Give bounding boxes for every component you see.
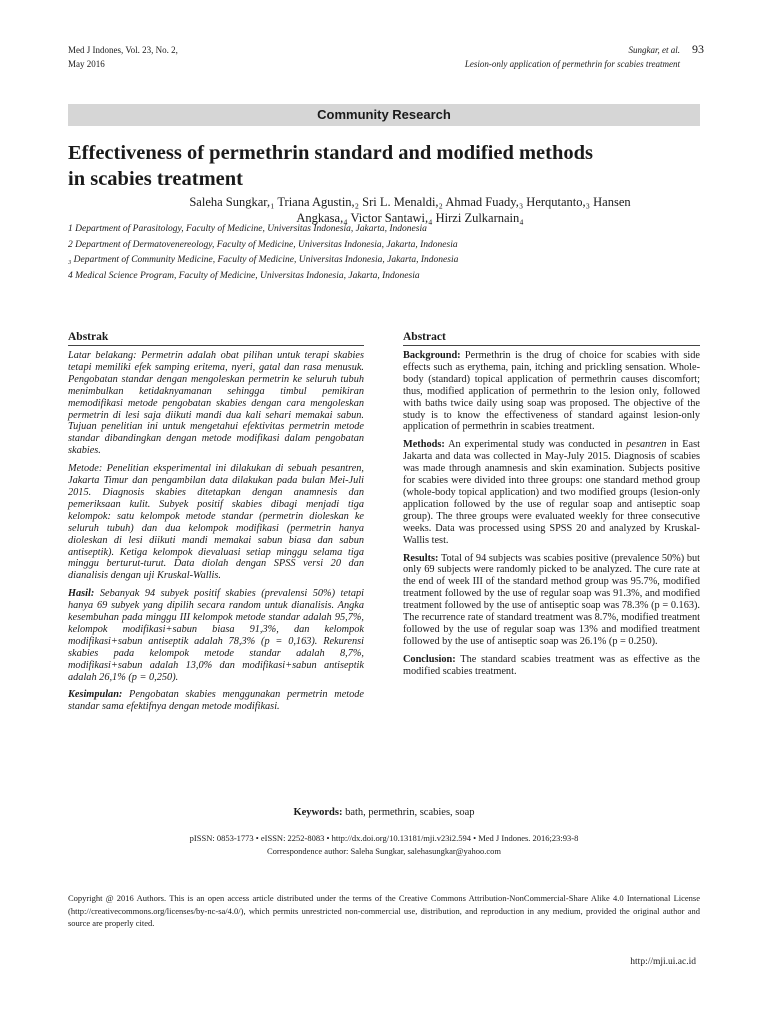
abstract-body bbox=[403, 350, 700, 684]
methods-text-a: An experimental study was conducted in bbox=[444, 439, 627, 451]
keywords-label: Keywords: bbox=[293, 807, 343, 818]
section-band: Community Research bbox=[68, 104, 700, 126]
abstract-rule bbox=[403, 345, 700, 346]
methods-label: Methods: bbox=[403, 439, 445, 451]
methods-text-b: in East Jakarta and data was collected in May-July 2015. Diagnosis of scabies was made through anamnesis and skin examination. Subjects positive for scabies were divided into three groups: one standard method group (whole-body topical application) and two modified groups (lesion-only application followed by the use of regular soap and antiseptic soap group). The three groups were evaluated weekly for three consecutive weeks. Data was processed using SPSS 20 and analyzed by Kruskal-Wallis test. bbox=[403, 439, 700, 546]
results-text: Total of 94 subjects was scabies positive (prevalence 50%) but only 69 subjects were randomly picked to be analyzed. The cure rate at the end of week III of the standard method group was 95.7%, modified treatment followed by the use of regular soap was 91.3%, and modified treatment followed by the use of antiseptic soap was 78.3% (p = 0.163). The recurrence rate of standard treatment was 8.7%, modified treatment followed by the use of regular soap was 13% and modified treatment followed by the use of antiseptic soap was 26.1% (p = 0.250). bbox=[403, 552, 700, 647]
author-line-1: Saleha Sungkar,₁ Triana Agustin,₂ Sri L. Menaldi,₂ Ahmad Fuady,₃ Herqutanto,₃ Hansen bbox=[189, 195, 631, 209]
affiliations bbox=[68, 222, 688, 284]
background-text: Permethrin is the drug of choice for scabies with side effects such as erythema, pain, itching and prickling sensation. Whole-body (standard) topical application of permethrin causes discomfort; thus, modified application of permethrin to the lesion only, followed with baths twice daily using soap was proposed. The objective of the study is to know the effectiveness of standard against lesion-only application of permethrin in scabies treatment. bbox=[403, 350, 700, 433]
article-title-line-1: Effectiveness of permethrin standard and modified methods bbox=[68, 142, 594, 164]
copyright-notice: Copyright @ 2016 Authors. This is an open access article distributed under the terms of the Creative Commons Attribution-NonCommercial-Share Alike 4.0 International License (http://creativecommons.org/licenses/by-nc-sa/4.0/), which permits unrestricted non-commercial use, distribution, and reproduction in any medium, provided the original author and source are properly cited. bbox=[68, 893, 700, 928]
affiliation-2: 2 Department of Dermatovenereology, Faculty of Medicine, Universitas Indonesia, Jakarta, Indonesia bbox=[68, 239, 458, 250]
affiliation-1: 1 Department of Parasitology, Faculty of Medicine, Universitas Indonesia, Jakarta, Indonesia bbox=[68, 224, 427, 234]
results-label: Results: bbox=[403, 552, 439, 564]
abstract-conclusion-paragraph bbox=[403, 654, 700, 678]
publication-date: May 2016 bbox=[68, 59, 105, 69]
affiliation-4: 4 Medical Science Program, Faculty of Medicine, Universitas Indonesia, Jakarta, Indonesia bbox=[68, 270, 420, 281]
abstract-background-paragraph bbox=[403, 350, 700, 433]
correspondence-line: Correspondence author: Saleha Sungkar, salehasungkar@yahoo.com bbox=[266, 846, 502, 856]
abstrak-kesimpulan-paragraph bbox=[68, 689, 364, 713]
hasil-label: Hasil: bbox=[68, 588, 95, 600]
abstrak-metode-paragraph: Metode: Penelitian eksperimental ini dilakukan di sebuah pesantren, Jakarta Timur dan pengambilan data dilakukan pada bulan Mei-Juli 2015. Diagnosis skabies ditetapkan dengan anamnesis dan pemeriksaan kulit. Subyek positif skabies dibagi menjadi tiga kelompok: satu kelompok metode standar (permetrin dioleskan ke seluruh tubuh) dan dua kelompok modifikasi (permetrin hanya dioleskan di lesi diikuti mandi memakai sabun biasa dan sabun antiseptik). Ketiga kelompok dievaluasi setiap minggu selama tiga minggu berturut-turut. Data diolah dengan SPSS versi 20 dan dianalisis dengan uji Kruskal-Wallis. bbox=[68, 463, 364, 582]
abstrak-latar-paragraph: Latar belakang: Permetrin adalah obat pilihan untuk terapi skabies tetapi memiliki efek samping eritema, nyeri, gatal dan rasa menusuk. Pengobatan standar dengan mengoleskan permetrin ke seluruh tubuh menimbulkan ketidaknyamanan sehingga timbul pemikiran memodifikasi metode pengobatan skabies dengan cara mengoleskan permetrin di lesi saja diikuti mandi dua kali sehari memakai sabun. Tujuan penelitian ini untuk mengetahui efektivitas permetrin metode standar dibandingkan dengan metode modifikasi dalam pengobatan skabies. bbox=[68, 350, 364, 457]
abstrak-body bbox=[68, 350, 364, 719]
author-line-2: Angkasa,₄ Victor Santawi,₄ Hirzi Zulkarnain₄ bbox=[296, 211, 524, 225]
running-title: Lesion-only application of permethrin for scabies treatment bbox=[464, 59, 680, 69]
article-title-line-2: in scabies treatment bbox=[68, 168, 243, 190]
abstract-methods-paragraph bbox=[403, 439, 700, 546]
running-authors: Sungkar, et al. bbox=[628, 45, 680, 55]
kesimpulan-label: Kesimpulan: bbox=[68, 689, 123, 701]
conclusion-label: Conclusion: bbox=[403, 653, 456, 665]
journal-citation: Med J Indones, Vol. 23, No. 2, bbox=[68, 45, 178, 55]
abstrak-hasil-paragraph bbox=[68, 588, 364, 683]
keywords-text: bath, permethrin, scabies, soap bbox=[342, 807, 475, 818]
hasil-text: Sebanyak 94 subyek positif skabies (prevalensi 50%) tetapi hanya 69 subyek yang dipilih secara random untuk dianalisis. Angka kesembuhan pada minggu III kelompok metode standar adalah 95,7%, kelompok modifikasi+sabun biasa 91,3%, dan kelompok modifikasi+sabun antiseptik adalah 78,3% (p = 0,163). Rekurensi skabies pada kelompok metode standar adalah 8,7%, modifikasi+sabun adalah 13,0% dan modifikasi+sabun antiseptik adalah 26,1% (p = 0,250). bbox=[68, 588, 364, 683]
journal-url-link[interactable]: http://mji.ui.ac.id bbox=[630, 957, 696, 967]
article-title bbox=[68, 140, 698, 192]
methods-italic-term: pesantren bbox=[626, 439, 667, 451]
kesimpulan-text: Pengobatan skabies menggunakan permetrin metode standar sama efektifnya dengan metode modifikasi. bbox=[68, 689, 364, 713]
abstract-heading: Abstract bbox=[403, 331, 446, 343]
keywords-line bbox=[68, 806, 700, 819]
page-number: 93 bbox=[692, 42, 704, 56]
conclusion-text: The standard scabies treatment was as effective as the modified scabies treatment. bbox=[403, 653, 700, 677]
abstrak-rule bbox=[68, 345, 364, 346]
abstract-results-paragraph bbox=[403, 553, 700, 648]
article-identifiers: pISSN: 0853-1773 • eISSN: 2252-8083 • http://dx.doi.org/10.13181/mji.v23i2.594 • Med J Indones. 2016;23:93-8 bbox=[189, 833, 579, 843]
abstrak-heading: Abstrak bbox=[68, 331, 109, 343]
background-label: Background: bbox=[403, 350, 461, 361]
affiliation-3: ₃ Department of Community Medicine, Faculty of Medicine, Universitas Indonesia, Jakarta, Indonesia bbox=[68, 255, 459, 265]
